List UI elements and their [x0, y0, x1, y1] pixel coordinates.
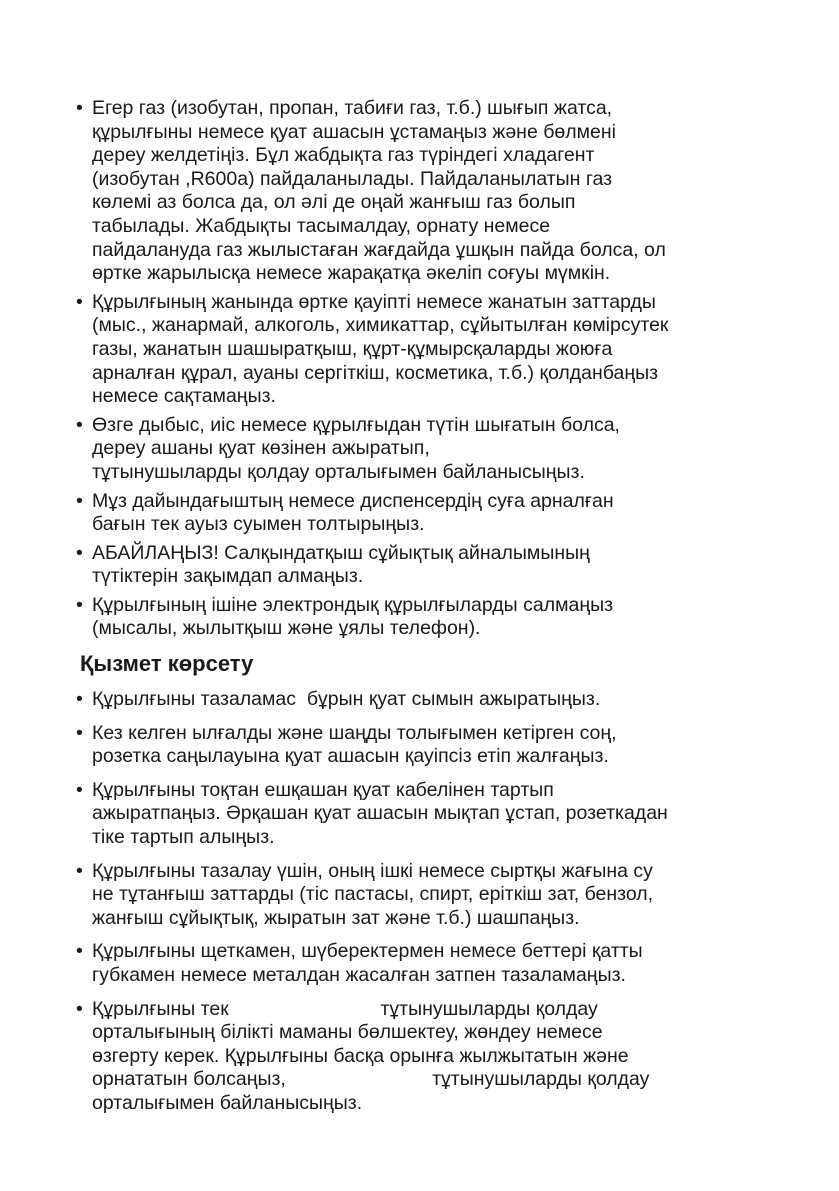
list-item-no-water — [78, 860, 778, 931]
list-item-service-center — [78, 998, 778, 1116]
text-line: Өзге дыбыс, иіс немесе құрылғыдан түтін шығатын болса, — [92, 413, 620, 436]
text-line: орталығының білікті маманы бөлшектеу, жөндеу немесе — [92, 1021, 603, 1044]
text-line: Құрылғының ішіне электрондық құрылғыларды салмаңыз — [92, 593, 614, 616]
bullet: • — [76, 688, 83, 710]
list-item-caution — [78, 542, 778, 589]
text-line: АБАЙЛАҢЫЗ! Салқындатқыш сұйықтық айналымының — [92, 541, 590, 564]
text-line: түтіктерін зақымдап алмаңыз. — [92, 565, 364, 588]
bullet: • — [76, 489, 83, 512]
text-line: Құрылғыны тек тұтынушыларды қолдау — [92, 997, 598, 1020]
bullet: • — [76, 593, 83, 616]
text-line: Құрылғыны тазаламас бұрын қуат сымын ажыратыңыз. — [92, 688, 601, 710]
list-item-gas-leak — [78, 97, 778, 286]
bullet: • — [76, 940, 83, 963]
text-line: арналған құрал, ауаны сергіткіш, косметика, т.б.) қолданбаңыз — [92, 361, 659, 384]
list-item-smoke — [78, 414, 778, 485]
text-line: табылады. Жабдықты тасымалдау, орнату немесе — [92, 214, 551, 237]
safety-warnings-list — [78, 97, 778, 646]
text-line: тіке тартып алыңыз. — [92, 825, 275, 848]
text-line: ажыратпаңыз. Әрқашан қуат ашасын мықтап ұстап, розеткадан — [92, 802, 668, 825]
text-line: орталығымен байланысыңыз. — [92, 1091, 363, 1114]
bullet: • — [76, 97, 83, 119]
bullet: • — [76, 290, 83, 313]
text-line: Кез келген ылғалды және шаңды толығымен кетірген соң, — [92, 721, 617, 744]
list-item-reconnect — [78, 722, 778, 769]
text-line: газы, жанатын шашыратқыш, құрт-құмырсқаларды жоюға — [92, 337, 613, 360]
text-line: Егер газ (изобутан, пропан, табиғи газ, т.б.) шығып жатса, — [92, 97, 613, 119]
text-line: өртке жарылысқа немесе жарақатқа әкеліп соғуы мүмкін. — [92, 262, 611, 285]
text-line: розетка саңылауына қуат ашасын қауіпсіз етіп жалғаңыз. — [92, 745, 609, 768]
list-item-no-brush — [78, 940, 778, 987]
bullet: • — [76, 997, 83, 1020]
section-heading: Қызмет көрсету — [80, 651, 254, 676]
text-line: құрылғыны немесе қуат ашасын ұстамаңыз және бөлмені — [92, 120, 616, 143]
text-line: (изобутан ,R600a) пайдаланылады. Пайдаланылатын газ — [92, 167, 613, 190]
list-item-ice-maker — [78, 490, 778, 537]
text-line: губкамен немесе металдан жасалған затпен тазаламаңыз. — [92, 963, 626, 986]
text-line: Құрылғыны тоқтан ешқашан қуат кабелінен тартып — [92, 778, 554, 801]
text-line: дереу ашаны қуат көзінен ажыратып, — [92, 437, 430, 460]
text-line: Құрылғының жанында өртке қауіпті немесе жанатын заттарды — [92, 290, 656, 313]
list-item-flammable — [78, 291, 778, 409]
text-line: Құрылғыны тазалау үшін, оның ішкі немесе сыртқы жағына су — [92, 859, 653, 882]
text-line: (мыс., жанармай, алкоголь, химикаттар, сұйытылған көмірсутек — [92, 314, 669, 337]
list-item-unplug — [78, 688, 778, 712]
bullet: • — [76, 413, 83, 436]
text-line: орнататын болсаңыз, тұтынушыларды қолдау — [92, 1068, 650, 1091]
text-line: Құрылғыны щеткамен, шүберектермен немесе беттері қатты — [92, 940, 643, 963]
text-line: пайдалануда газ жылыстаған жағдайда ұшқын пайда болса, ол — [92, 238, 666, 261]
text-line: тұтынушыларды қолдау орталығымен байланысыңыз. — [92, 460, 585, 483]
text-line: немесе сақтамаңыз. — [92, 385, 276, 408]
text-line: не тұтанғыш заттарды (тіс пастасы, спирт, еріткіш зат, бензол, — [92, 883, 654, 906]
bullet: • — [76, 859, 83, 882]
bullet: • — [76, 721, 83, 744]
text-line: көлемі аз болса да, ол әлі де оңай жанғыш газ болып — [92, 191, 576, 214]
text-line: жанғыш сұйықтық, жыратын зат және т.б.) шашпаңыз. — [92, 906, 580, 929]
bullet: • — [76, 778, 83, 801]
list-item-pull-cable — [78, 779, 778, 850]
service-section — [78, 650, 778, 1126]
text-line: өзгерту керек. Құрылғыны басқа орынға жылжытатын және — [92, 1044, 629, 1067]
list-item-electronics — [78, 594, 778, 641]
text-line: (мысалы, жылытқыш және ұялы телефон). — [92, 617, 481, 640]
bullet: • — [76, 541, 83, 564]
text-line: бағын тек ауыз суымен толтырыңыз. — [92, 513, 425, 536]
text-line: Мұз дайындағыштың немесе диспенсердің суға арналған — [92, 489, 614, 512]
text-line: дереу желдетіңіз. Бұл жабдықта газ түріндегі хладагент — [92, 144, 595, 167]
